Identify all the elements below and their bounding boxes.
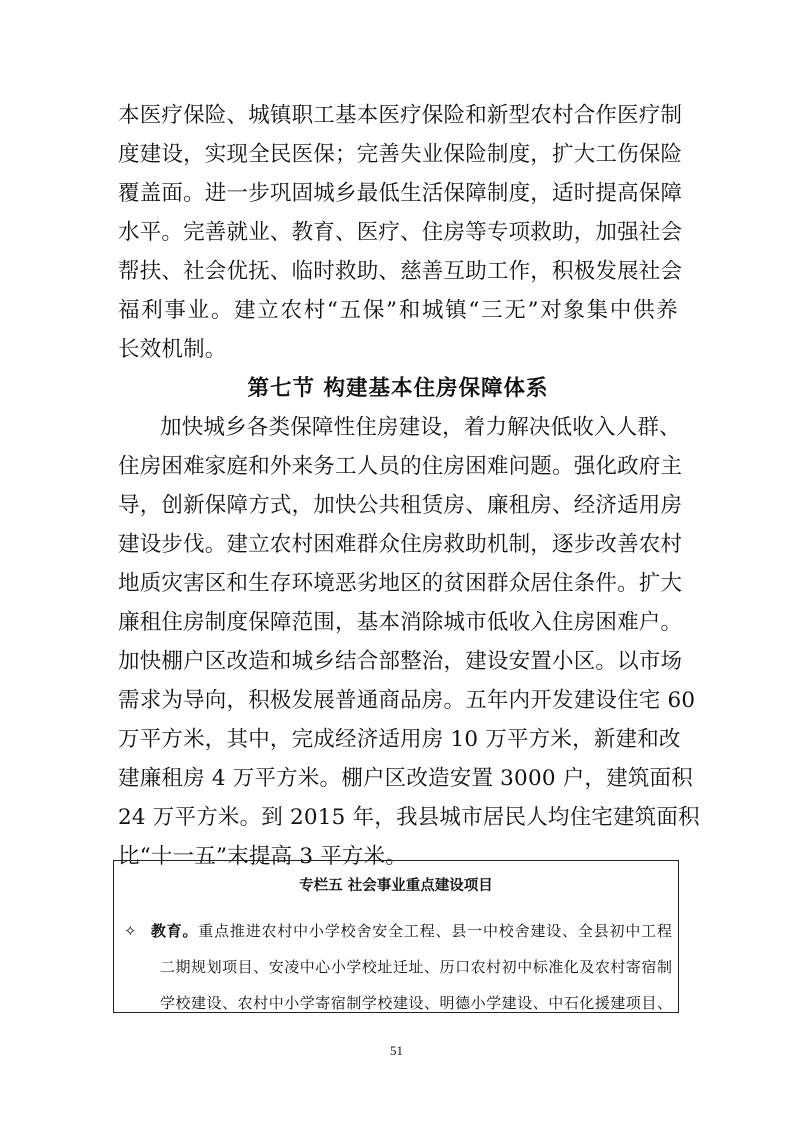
paragraph-line: 加快城乡各类保障性住房建设，着力解决低收入人群、: [160, 415, 681, 440]
feature-box: [113, 860, 679, 1013]
diamond-bullet-icon: ✧: [124, 922, 137, 940]
paragraph-line: 水平。完善就业、教育、医疗、住房等专项救助，加强社会: [118, 220, 683, 245]
paragraph-line: 加快棚户区改造和城乡结合部整治，建设安置小区。以市场: [118, 649, 683, 674]
paragraph-line: 地质灾害区和生存环境恶劣地区的贫困群众居住条件。扩大: [118, 571, 683, 596]
paragraph-line: 福利事业。建立农村“五保”和城镇“三无”对象集中供养: [118, 298, 678, 323]
paragraph-line: 本医疗保险、城镇职工基本医疗保险和新型农村合作医疗制: [118, 103, 683, 128]
paragraph-line: 度建设，实现全民医保；完善失业保险制度，扩大工伤保险: [118, 142, 683, 167]
body-text: [118, 96, 700, 876]
paragraph-line: 长效机制。: [118, 337, 227, 362]
paragraph-line: 建廉租房 4 万平方米。棚户区改造安置 3000 户，建筑面积: [118, 766, 693, 791]
box-item-line: 二期规划项目、安凌中心小学校址迁址、历口农村初中标准化及农村寄宿制: [160, 958, 672, 976]
paragraph-line: 比“十一五”末提高 3 平方米。: [118, 844, 408, 869]
box-item-text: 重点推进农村中小学校舍安全工程、县一中校舍建设、全县初中工程: [198, 922, 672, 940]
paragraph-line: 住房困难家庭和外来务工人员的住房困难问题。强化政府主: [118, 454, 683, 479]
paragraph-line: 帮扶、社会优抚、临时救助、慈善互助工作，积极发展社会: [118, 259, 683, 284]
page-number: 51: [390, 1043, 403, 1058]
box-title: 专栏五 社会事业重点建设项目: [299, 878, 493, 894]
box-item-line: [124, 913, 672, 949]
paragraph-line: 覆盖面。进一步巩固城乡最低生活保障制度，适时提高保障: [118, 181, 683, 206]
paragraph-line: 廉租住房制度保障范围，基本消除城市低收入住房困难户。: [118, 610, 683, 635]
paragraph-line: 需求为导向，积极发展普通商品房。五年内开发建设住宅 60: [118, 688, 696, 713]
paragraph-line: 万平方米，其中，完成经济适用房 10 万平方米，新建和改: [118, 727, 681, 752]
section-heading: 第七节 构建基本住房保障体系: [247, 376, 549, 401]
paragraph-line: 导，创新保障方式，加快公共租赁房、廉租房、经济适用房: [118, 493, 683, 518]
paragraph-line: 24 万平方米。到 2015 年，我县城市居民人均住宅建筑面积: [118, 805, 700, 830]
box-item-label: 教育。: [150, 922, 199, 940]
box-body: [124, 913, 672, 1021]
box-item-line: 学校建设、农村中小学寄宿制学校建设、明德小学建设、中石化援建项目、: [160, 994, 672, 1012]
paragraph-line: 建设步伐。建立农村困难群众住房救助机制，逐步改善农村: [118, 532, 683, 557]
